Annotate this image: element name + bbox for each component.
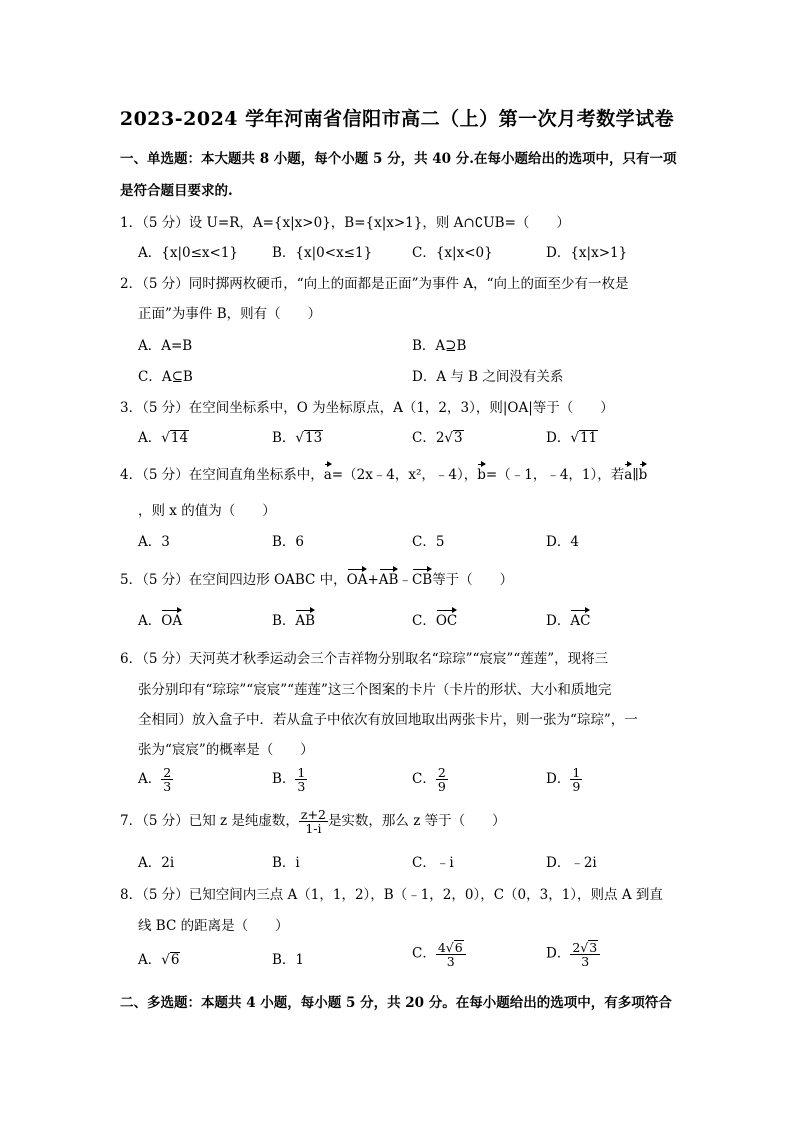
- option-label: B．: [272, 613, 296, 629]
- question-8-option-d: [546, 940, 600, 968]
- question-7-option-c: C．﹣i: [412, 855, 454, 871]
- question-5-option-a: [138, 609, 182, 629]
- question-6-option-d: [546, 766, 582, 793]
- radicand: 13: [305, 430, 323, 446]
- radicand: 6: [170, 952, 180, 968]
- radicand: 6: [454, 940, 463, 955]
- vector-a: a: [323, 467, 332, 483]
- question-7-option-a: A．2i: [138, 855, 175, 871]
- question-1-stem: 1．（5 分）设 U=R，A={x|x>0}，B={x|x>1}，则 A∩∁UB=（ ）: [120, 215, 570, 231]
- question-7-stem: [120, 808, 506, 835]
- section-1-header-line-1: 一、单选题：本大题共 8 小题，每个小题 5 分，共 40 分.在每小题给出的选项中，只有一项: [120, 151, 677, 167]
- question-1-option-c: C．{x|x<0}: [412, 245, 493, 261]
- option-label: A．: [138, 771, 162, 788]
- vector: OA: [161, 613, 183, 629]
- option-label: A．: [138, 613, 162, 629]
- vector-b: b: [638, 467, 648, 483]
- question-6-option-c: [412, 766, 448, 793]
- stem-text: 5．（5 分）在空间四边形 OABC 中，: [120, 572, 347, 588]
- vector-oa: OA: [346, 572, 368, 588]
- section-1-header-line-2: 是符合题目要求的.: [120, 183, 233, 199]
- question-4-option-d: D．4: [546, 534, 579, 550]
- question-6-option-b: [272, 766, 307, 793]
- question-4-option-b: B．6: [272, 534, 305, 550]
- question-7-option-d: D．﹣2i: [546, 855, 597, 871]
- question-2-option-d: D．A 与 B 之间没有关系: [412, 369, 564, 385]
- page-title: 2023-2024 学年河南省信阳市高二（上）第一次月考数学试卷: [119, 108, 675, 130]
- section-2-header-line-1: 二、多选题：本题共 4 小题，每小题 5 分，共 20 分。在每小题给出的选项中，有多项符合: [120, 995, 672, 1011]
- question-5-option-d: [546, 609, 590, 629]
- option-label: C．: [412, 613, 436, 629]
- denominator: 3: [446, 954, 455, 970]
- question-8-option-c: [412, 940, 466, 968]
- fraction: [161, 766, 173, 793]
- question-8-option-a: A．√6: [138, 952, 180, 968]
- question-5-option-c: [412, 609, 457, 629]
- question-5-option-b: [272, 609, 315, 629]
- vector-ab: AB: [378, 572, 399, 588]
- denominator: 1-i: [305, 821, 322, 837]
- vector: OC: [435, 613, 458, 629]
- question-2-option-c: C．A⊆B: [138, 369, 193, 385]
- coefficient: 2: [572, 940, 581, 955]
- denominator: 3: [163, 779, 172, 795]
- question-3-option-d: D．√11: [546, 430, 598, 446]
- stem-text: 4．（5 分）在空间直角坐标系中，: [120, 467, 324, 483]
- parallel-sign: ∥: [632, 467, 639, 483]
- option-label: B．: [272, 771, 296, 788]
- radicand: 14: [170, 430, 189, 446]
- question-3-option-b: B．√13: [272, 430, 323, 446]
- option-label: D．: [546, 430, 571, 446]
- coefficient: 4: [437, 940, 446, 955]
- vector: AB: [295, 613, 316, 629]
- vector-b-expr: =（﹣1，﹣4，1），若: [485, 467, 625, 483]
- minus-sign: ﹣: [398, 572, 412, 588]
- radicand: 3: [589, 940, 598, 955]
- fraction: [295, 766, 307, 793]
- question-1-option-a: A．{x|0≤x<1}: [138, 245, 239, 261]
- question-4-stem-line-2: ，则 x 的值为（ ）: [138, 503, 276, 519]
- option-label: D．: [546, 771, 571, 788]
- option-label: C．: [412, 771, 436, 788]
- option-label: D．: [546, 945, 571, 962]
- fraction: [570, 766, 582, 793]
- question-6-stem-line-3: 全相同）放入盒子中．若从盒子中依次有放回地取出两张卡片，则一张为“琮琮”，一: [138, 712, 638, 728]
- option-label: C．: [412, 945, 436, 962]
- numerator: z+2: [300, 807, 326, 822]
- fraction: [436, 940, 466, 968]
- option-label: A．: [138, 430, 162, 446]
- vector-a: a: [624, 467, 633, 483]
- question-8-option-b: B．1: [272, 952, 305, 968]
- numerator: 2: [437, 765, 446, 780]
- numerator: 1: [572, 765, 581, 780]
- question-6-stem-line-2: 张分别印有“琮琮”“宸宸”“莲莲”这三个图案的卡片（卡片的形状、大小和质地完: [138, 682, 612, 698]
- question-7-option-b: B．i: [272, 855, 300, 871]
- vector-b: b: [477, 467, 486, 483]
- fraction: [299, 808, 328, 835]
- question-2-option-b: B．A⊇B: [412, 338, 467, 354]
- vector: AC: [570, 613, 591, 629]
- vector-a-expr: =（2x﹣4，x²，﹣4），: [331, 467, 478, 483]
- question-5-stem: [120, 568, 513, 588]
- question-1-option-d: D．{x|x>1}: [546, 245, 628, 261]
- numerator: 2: [163, 765, 172, 780]
- option-label: D．: [546, 613, 571, 629]
- fraction: [570, 940, 600, 968]
- question-3-option-c: C．2√3: [412, 430, 463, 446]
- question-3-stem: 3．（5 分）在空间坐标系中，O 为坐标原点，A（1，2，3），则|OA|等于（ ）: [120, 400, 614, 416]
- denominator: 9: [437, 779, 446, 795]
- option-label: A．: [138, 952, 162, 968]
- numerator: 1: [297, 765, 306, 780]
- fraction: [436, 766, 448, 793]
- denominator: 3: [297, 779, 306, 795]
- question-2-stem-line-1: 2．（5 分）同时掷两枚硬币，“向上的面都是正面”为事件 A，“向上的面至少有一枚是: [120, 276, 629, 292]
- stem-text: 等于（ ）: [432, 572, 514, 588]
- question-4-option-c: C．5: [412, 534, 445, 550]
- question-4-option-a: A．3: [138, 534, 170, 550]
- numerator: 4√6: [436, 940, 466, 955]
- radicand: 11: [579, 430, 598, 446]
- denominator: 9: [572, 779, 581, 795]
- radicand: 3: [454, 430, 463, 446]
- question-2-stem-line-2: 正面”为事件 B，则有（ ）: [138, 306, 322, 322]
- question-1-option-b: B．{x|0<x≤1}: [272, 245, 373, 261]
- numerator: 2√3: [570, 940, 600, 955]
- stem-text: 7．（5 分）已知 z 是纯虚数，: [120, 813, 299, 830]
- option-label: B．: [272, 430, 296, 446]
- question-6-stem-line-1: 6．（5 分）天河英才秋季运动会三个吉祥物分别取名“琮琮”“宸宸”“莲莲”，现将三: [120, 651, 609, 667]
- question-8-stem-line-1: 8．（5 分）已知空间内三点 A（1，1，2），B（﹣1，2，0），C（0，3，1），则点 A 到直: [120, 887, 663, 903]
- stem-text: 是实数，那么 z 等于（ ）: [327, 813, 506, 830]
- question-4-stem-line-1: [120, 463, 647, 483]
- question-2-option-a: A．A=B: [138, 338, 193, 354]
- question-6-option-a: [138, 766, 173, 793]
- vector-cb: CB: [411, 572, 433, 588]
- question-6-stem-line-4: 张为“宸宸”的概率是（ ）: [138, 742, 314, 758]
- plus-sign: +: [367, 572, 379, 588]
- denominator: 3: [581, 954, 590, 970]
- option-label: C．2: [412, 430, 445, 446]
- question-8-stem-line-2: 线 BC 的距离是（ ）: [138, 918, 289, 934]
- question-3-option-a: A．√14: [138, 430, 189, 446]
